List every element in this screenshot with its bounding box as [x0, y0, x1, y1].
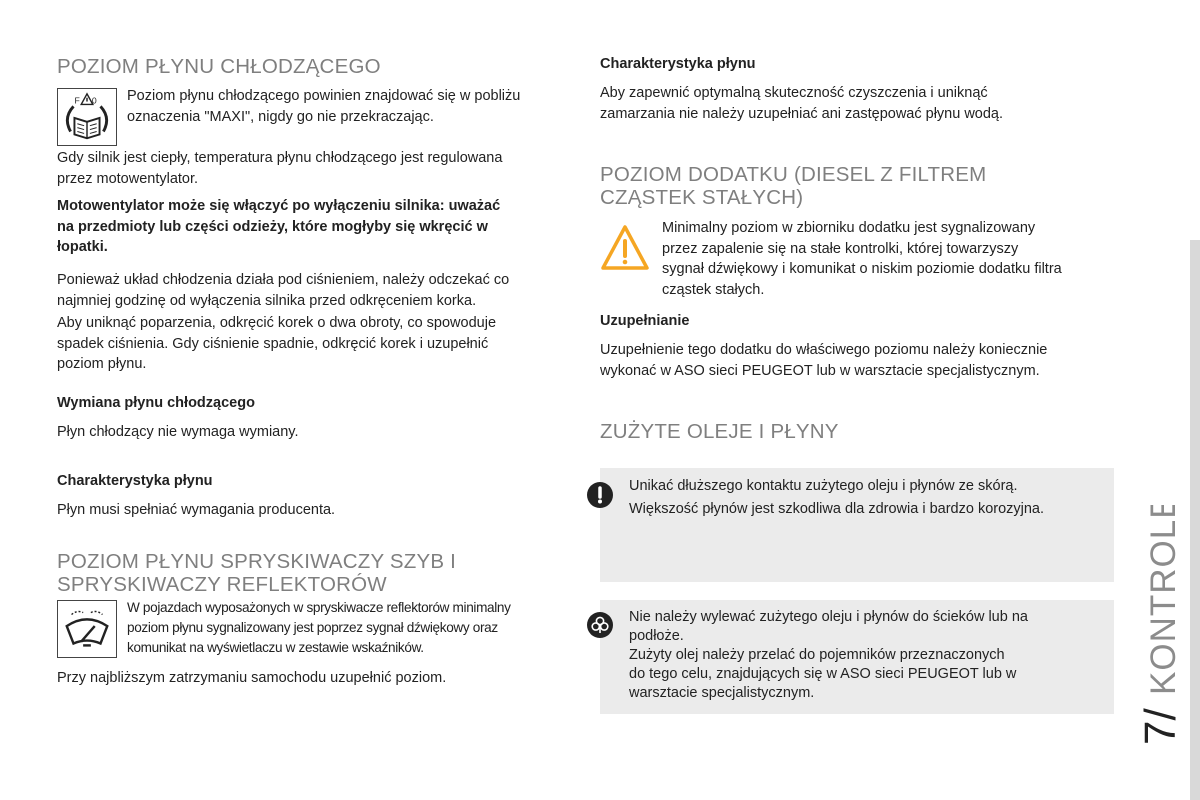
spec-heading: Charakterystyka płynu [57, 473, 213, 489]
title-line: CZĄSTEK STAŁYCH) [600, 186, 804, 209]
disposal-box [600, 600, 1114, 714]
replace-text: Płyn chłodzący nie wymaga wymiany. [57, 424, 299, 440]
coolant-title: POZIOM PŁYNU CHŁODZĄCEGO [57, 55, 381, 78]
coolant-paragraph-1 [57, 148, 572, 189]
coolant-paragraph-3 [57, 313, 572, 375]
text-line: Zużyty olej należy przelać do pojemników przeznaczonych [629, 647, 1005, 663]
text-line: Minimalny poziom w zbiorniku dodatku jest sygnalizowany [662, 220, 1036, 236]
text-line: na przedmioty lub części odzieży, które mogłyby się wkręcić w [57, 218, 488, 235]
text-line: warsztacie specjalistycznym. [629, 685, 815, 701]
chapter-number: 7/ [1136, 708, 1183, 745]
washer-note [127, 598, 572, 658]
text-line: Uzupełnienie tego dodatku do właściwego poziomu należy koniecznie [600, 342, 1048, 358]
title-line: POZIOM DODATKU (DIESEL Z FILTREM [600, 163, 987, 186]
chapter-marker [1128, 505, 1183, 745]
refill-text [600, 340, 1120, 381]
coolant-manual-icon [57, 88, 117, 146]
skin-contact-box [600, 468, 1114, 582]
svg-text:F: F [74, 95, 80, 106]
text-line: Unikać dłuższego kontaktu zużytego oleju i płynów ze skórą. [629, 478, 1018, 494]
text-line: spadek ciśnienia. Gdy ciśnienie spadnie, odkręcić korek i uzupełnić [57, 335, 489, 352]
text-line: Ponieważ układ chłodzenia działa pod ciśnieniem, należy odczekać co [57, 272, 510, 288]
text-line: Motowentylator może się włączyć po wyłączeniu silnika: uważać [57, 198, 501, 214]
text-line: najmniej godzinę od wyłączenia silnika przed odkręceniem korka. [57, 292, 477, 309]
replace-heading: Wymiana płynu chłodzącego [57, 395, 255, 411]
text-line: Gdy silnik jest ciepły, temperatura płynu chłodzącego jest regulowana [57, 150, 503, 166]
text-line: łopatki. [57, 239, 108, 255]
text-line: poziom płynu. [57, 356, 147, 372]
text-line: poziom płynu sygnalizowany jest poprzez sygnał dźwiękowy oraz [127, 620, 498, 635]
washer-title [57, 550, 572, 596]
used-oils-title: ZUŻYTE OLEJE I PŁYNY [600, 420, 839, 443]
chapter-name: KONTROLE [1144, 505, 1183, 695]
additive-title [600, 163, 1120, 209]
text-line: Nie należy wylewać zużytego oleju i płynów do ścieków lub na [629, 609, 1028, 625]
spec-heading: Charakterystyka płynu [600, 56, 756, 72]
title-line: SPRYSKIWACZY REFLEKTORÓW [57, 573, 387, 596]
text-line: Większość płynów jest szkodliwa dla zdrowia i bardzo korozyjna. [629, 500, 1045, 517]
text-line: do tego celu, znajdujących się w ASO sieci PEUGEOT lub w [629, 666, 1017, 682]
coolant-level-note [127, 86, 572, 127]
text-line: Aby zapewnić optymalną skuteczność czyszczenia i uniknąć [600, 85, 988, 101]
text-line: komunikat na wyświetlaczu w zestawie wskaźników. [127, 640, 424, 655]
text-line: cząstek stałych. [662, 281, 765, 298]
text-line: przez motowentylator. [57, 170, 199, 187]
refill-heading: Uzupełnianie [600, 313, 690, 329]
skin-contact-text [629, 476, 1109, 519]
text-line: podłoże. [629, 628, 684, 644]
spec-text [600, 83, 1120, 124]
title-line: POZIOM PŁYNU SPRYSKIWACZY SZYB I [57, 550, 457, 573]
text-line: W pojazdach wyposażonych w spryskiwacze reflektorów minimalny [127, 600, 511, 615]
text-line: sygnał dźwiękowy i komunikat o niskim poziomie dodatku filtra [662, 261, 1062, 277]
disposal-text [629, 608, 1109, 703]
text-line: Aby uniknąć poparzenia, odkręcić korek o dwa obroty, co spowoduje [57, 315, 497, 331]
warning-triangle-icon [600, 224, 650, 272]
fan-warning [57, 196, 572, 258]
spec-text: Płyn musi spełniać wymagania producenta. [57, 502, 336, 518]
text-line: Poziom płynu chłodzącego powinien znajdować się w pobliżu [127, 88, 521, 104]
coolant-paragraph-2 [57, 270, 572, 311]
washer-refill-text: Przy najbliższym zatrzymaniu samochodu uzupełnić poziom. [57, 670, 447, 686]
exclamation-icon [587, 482, 613, 508]
windscreen-washer-icon [57, 600, 117, 658]
svg-text:0: 0 [91, 95, 97, 106]
text-line: przez zapalenie się na stałe kontrolki, której towarzyszy [662, 240, 1019, 257]
text-line: zamarzania nie należy uzupełniać ani zastępować płynu wodą. [600, 105, 1004, 122]
additive-warning-text [662, 218, 1120, 300]
clover-icon [587, 612, 613, 638]
side-tab [1190, 240, 1200, 800]
text-line: wykonać w ASO sieci PEUGEOT lub w warsztacie specjalistycznym. [600, 362, 1040, 379]
text-line: oznaczenia "MAXI", nigdy go nie przekraczając. [127, 108, 434, 125]
